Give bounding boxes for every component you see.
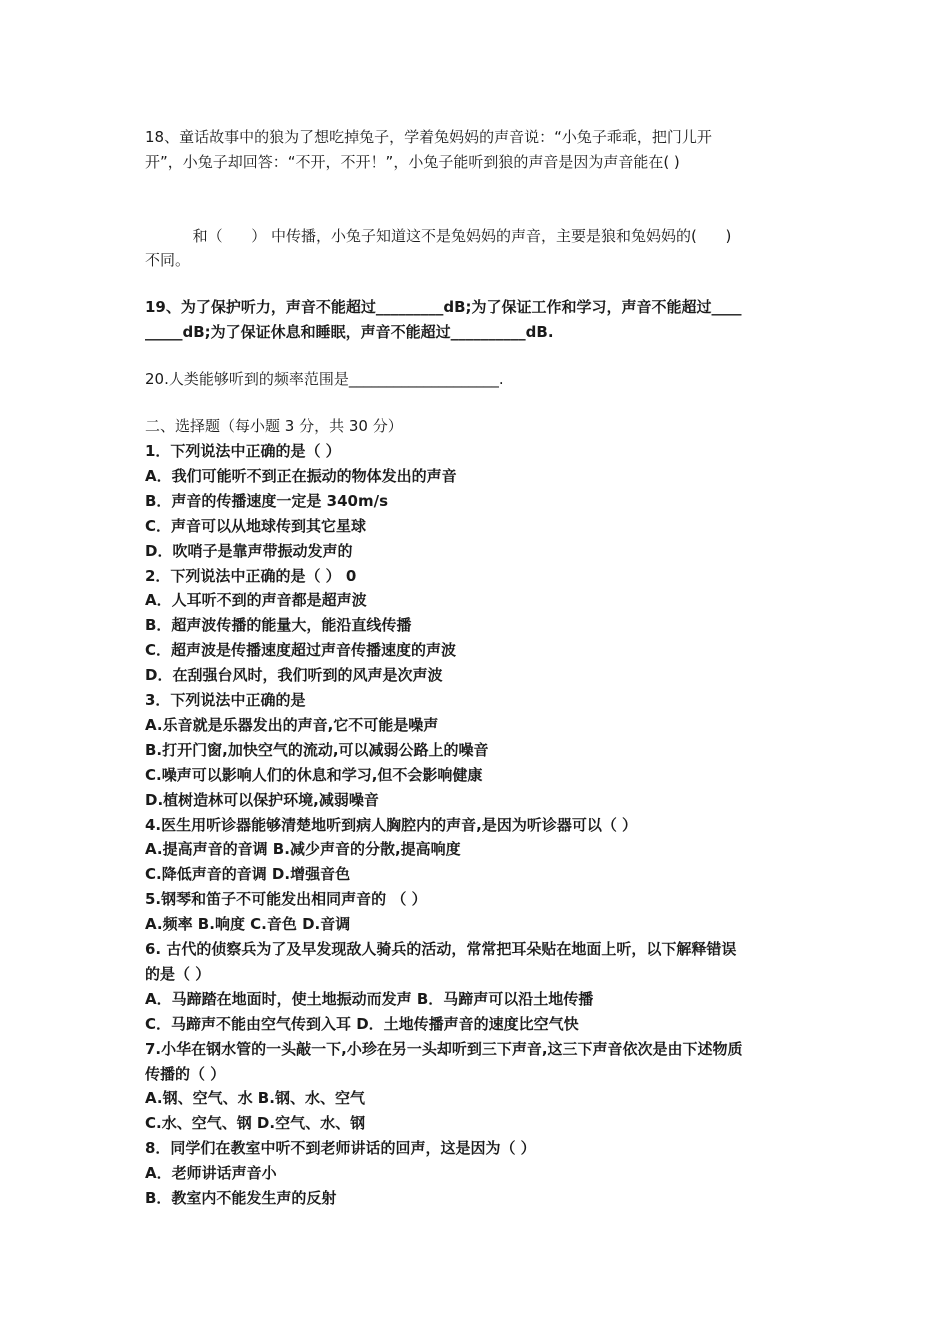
choice-line: 传播的（ ）: [145, 1065, 226, 1083]
choice-line: C.降低声音的音调 D.增强音色: [145, 865, 351, 883]
choice-line: D．在刮强台风时，我们听到的风声是次声波: [145, 666, 443, 684]
choice-line: A.频率 B.响度 C.音色 D.音调: [145, 915, 351, 933]
choice-line: 1．下列说法中正确的是（ ）: [145, 442, 341, 460]
choice-line: 5.钢琴和笛子不可能发出相同声音的 （ ）: [145, 890, 427, 908]
choice-line: B．超声波传播的能量大，能沿直线传播: [145, 616, 412, 634]
choice-line: C．超声波是传播速度超过声音传播速度的声波: [145, 641, 457, 659]
choice-line: 4.医生用听诊器能够清楚地听到病人胸腔内的声音,是因为听诊器可以（ ）: [145, 816, 638, 834]
choice-line: A．我们可能听不到正在振动的物体发出的声音: [145, 467, 457, 485]
question-20: 20.人类能够听到的频率范围是____________________.: [145, 370, 504, 388]
choice-line: 的是（ ）: [145, 965, 211, 983]
choice-line: C．马蹄声不能由空气传到入耳 D．土地传播声音的速度比空气快: [145, 1015, 579, 1033]
question-18-line-1: 18、童话故事中的狼为了想吃掉兔子，学着兔妈妈的声音说：“小兔子乖乖，把门儿开: [145, 128, 712, 146]
question-18-line-4: 不同。: [145, 251, 191, 269]
choice-line: 8．同学们在教室中听不到老师讲话的回声，这是因为（ ）: [145, 1139, 536, 1157]
question-19-line-1: 19、为了保护听力，声音不能超过_________dB;为了保证工作和学习，声音不能超过____: [145, 298, 742, 316]
choice-line: C.噪声可以影响人们的休息和学习,但不会影响健康: [145, 766, 483, 784]
choice-line: A.钢、空气、水 B.钢、水、空气: [145, 1089, 365, 1107]
question-18-line-2: 开”，小兔子却回答：“不开，不开！”，小兔子能听到狼的声音是因为声音能在( ): [145, 153, 680, 171]
choice-line: D.植树造林可以保护环境,减弱噪音: [145, 791, 379, 809]
section-heading-choice: 二、选择题（每小题 3 分，共 30 分）: [145, 417, 403, 435]
question-18-line-3: 和（ ） 中传播，小兔子知道这不是兔妈妈的声音，主要是狼和兔妈妈的( ): [145, 227, 732, 245]
choice-line: 7.小华在钢水管的一头敲一下,小珍在另一头却听到三下声音,这三下声音依次是由下述物质: [145, 1040, 743, 1058]
choice-line: B．教室内不能发生声的反射: [145, 1189, 337, 1207]
choice-line: A.乐音就是乐器发出的声音,它不可能是噪声: [145, 716, 439, 734]
choice-line: 3．下列说法中正确的是: [145, 691, 306, 709]
choice-line: C．声音可以从地球传到其它星球: [145, 517, 367, 535]
choice-line: 2．下列说法中正确的是（ ） 0: [145, 567, 357, 585]
choice-line: 6. 古代的侦察兵为了及早发现敌人骑兵的活动，常常把耳朵贴在地面上听，以下解释错误: [145, 940, 737, 958]
choice-line: A．人耳听不到的声音都是超声波: [145, 591, 367, 609]
choice-line: D．吹哨子是靠声带振动发声的: [145, 542, 353, 560]
choice-line: A.提高声音的音调 B.减少声音的分散,提高响度: [145, 840, 461, 858]
choice-line: A．老师讲话声音小: [145, 1164, 277, 1182]
choice-line: C.水、空气、钢 D.空气、水、钢: [145, 1114, 366, 1132]
choice-line: A．马蹄踏在地面时，使土地振动而发声 B．马蹄声可以沿土地传播: [145, 990, 594, 1008]
choice-line: B．声音的传播速度一定是 340m/s: [145, 492, 389, 510]
question-19-line-2: _____dB;为了保证休息和睡眠，声音不能超过__________dB.: [145, 323, 554, 341]
choice-line: B.打开门窗,加快空气的流动,可以减弱公路上的噪音: [145, 741, 489, 759]
